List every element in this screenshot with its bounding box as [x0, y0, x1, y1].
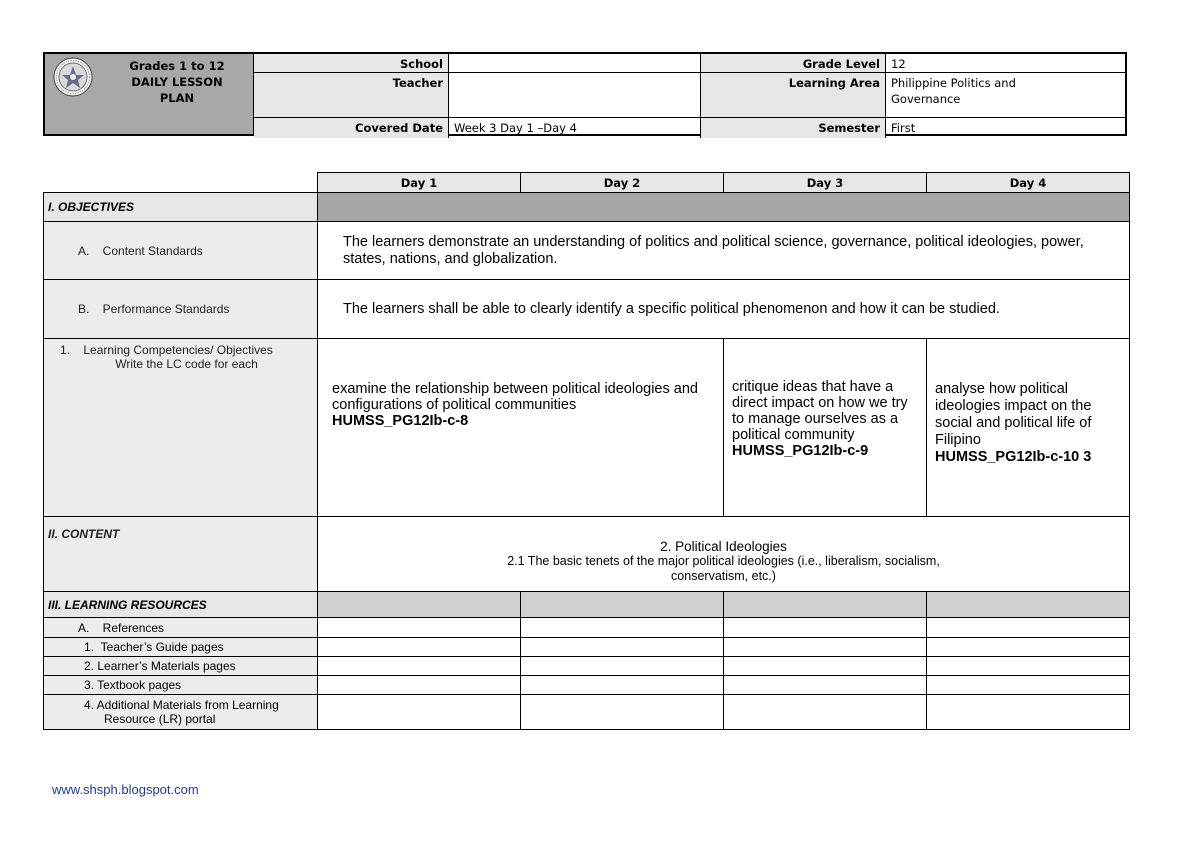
content-standards-text[interactable]: The learners demonstrate an understanding of politics and political science, governance, political ideologies, power, states, nations, and globalization. — [318, 222, 1130, 280]
textbook-label: 3. Textbook pages — [44, 676, 318, 695]
learners-materials-row — [44, 657, 1130, 676]
textbook-day2[interactable] — [521, 676, 724, 695]
content-line3: conservatism, etc.) — [671, 568, 776, 583]
additional-materials-row — [44, 695, 1130, 730]
textbook-row — [44, 676, 1130, 695]
learners-materials-day4[interactable] — [927, 657, 1130, 676]
grade-level-field[interactable]: 12 — [886, 54, 1125, 73]
teachers-guide-day1[interactable] — [318, 638, 521, 657]
additional-materials-day2[interactable] — [521, 695, 724, 730]
textbook-day4[interactable] — [927, 676, 1130, 695]
resources-fill-day2 — [521, 592, 724, 618]
competency-day4-code: HUMSS_PG12Ib-c-10 3 — [935, 449, 1092, 465]
school-field[interactable] — [449, 54, 701, 73]
day-4-header: Day 4 — [927, 173, 1130, 193]
additional-materials-line1: 4. Additional Materials from Learning — [84, 698, 279, 712]
day-header-blank — [44, 173, 318, 193]
teachers-guide-row — [44, 638, 1130, 657]
grade-level-label: Grade Level — [701, 54, 886, 73]
competencies-row — [44, 339, 1130, 517]
covered-date-field[interactable]: Week 3 Day 1 –Day 4 — [449, 118, 701, 138]
learners-materials-day3[interactable] — [724, 657, 927, 676]
content-line1: 2. Political Ideologies — [660, 538, 787, 554]
day-2-header: Day 2 — [521, 173, 724, 193]
competency-day4[interactable] — [927, 339, 1130, 517]
references-label: A. References — [44, 618, 318, 638]
plan-title-line3: PLAN — [159, 91, 195, 105]
deped-seal-icon — [53, 57, 93, 97]
day-1-header: Day 1 — [318, 173, 521, 193]
plan-title — [107, 58, 247, 106]
competency-day1-2[interactable] — [318, 339, 724, 517]
references-day1[interactable] — [318, 618, 521, 638]
content-standards-label: A. Content Standards — [44, 222, 318, 280]
header-title-block — [45, 54, 254, 134]
content-text[interactable] — [318, 517, 1130, 592]
competencies-label-line1: 1. Learning Competencies/ Objectives — [60, 343, 273, 357]
learning-area-label: Learning Area — [701, 73, 886, 118]
covered-date-label: Covered Date — [254, 118, 449, 138]
content-standards-row — [44, 222, 1130, 280]
competencies-label-line2: Write the LC code for each — [115, 357, 258, 371]
day-header-row — [44, 173, 1130, 193]
competency-day3-code: HUMSS_PG12Ib-c-9 — [732, 443, 869, 459]
performance-standards-row — [44, 280, 1130, 339]
learning-area-field[interactable] — [886, 73, 1125, 118]
plan-title-line1: Grades 1 to 12 — [129, 59, 225, 73]
competency-day3-text: critique ideas that have a direct impact on how we try to manage ourselves as a political community — [732, 379, 908, 443]
additional-materials-label — [44, 695, 318, 730]
learning-area-line2: Governance — [891, 92, 961, 106]
resources-section-label: III. LEARNING RESOURCES — [44, 592, 318, 618]
semester-label: Semester — [701, 118, 886, 138]
content-line2: 2.1 The basic tenets of the major political ideologies (i.e., liberalism, socialism, — [507, 553, 940, 568]
additional-materials-day4[interactable] — [927, 695, 1130, 730]
textbook-day1[interactable] — [318, 676, 521, 695]
competency-day3[interactable] — [724, 339, 927, 517]
footer-website-link[interactable]: www.shsph.blogspot.com — [52, 782, 199, 797]
resources-section-row — [44, 592, 1130, 618]
lesson-plan-header — [43, 52, 1127, 136]
learners-materials-label: 2. Learner’s Materials pages — [44, 657, 318, 676]
learners-materials-day2[interactable] — [521, 657, 724, 676]
additional-materials-day3[interactable] — [724, 695, 927, 730]
content-section-label: II. CONTENT — [44, 517, 318, 592]
teachers-guide-day3[interactable] — [724, 638, 927, 657]
objectives-section-fill — [318, 193, 1130, 222]
learners-materials-day1[interactable] — [318, 657, 521, 676]
additional-materials-day1[interactable] — [318, 695, 521, 730]
additional-materials-line2: Resource (LR) portal — [104, 712, 216, 726]
teachers-guide-label: 1. Teacher’s Guide pages — [44, 638, 318, 657]
lesson-plan-table — [43, 172, 1130, 730]
day-3-header: Day 3 — [724, 173, 927, 193]
competency-day1-2-text: examine the relationship between political ideologies and configurations of political communities — [332, 381, 698, 413]
teacher-field[interactable] — [449, 73, 701, 118]
objectives-section-label: I. OBJECTIVES — [44, 193, 318, 222]
competencies-label — [44, 339, 318, 517]
school-label: School — [254, 54, 449, 73]
teachers-guide-day4[interactable] — [927, 638, 1130, 657]
content-row — [44, 517, 1130, 592]
header-fields — [254, 54, 1125, 134]
performance-standards-label: B. Performance Standards — [44, 280, 318, 339]
teachers-guide-day2[interactable] — [521, 638, 724, 657]
performance-standards-text[interactable]: The learners shall be able to clearly identify a specific political phenomenon and how it can be studied. — [318, 280, 1130, 339]
references-day3[interactable] — [724, 618, 927, 638]
semester-field[interactable]: First — [891, 121, 916, 135]
resources-fill-day4 — [927, 592, 1130, 618]
references-day2[interactable] — [521, 618, 724, 638]
competency-day1-2-code: HUMSS_PG12Ib-c-8 — [332, 413, 469, 429]
plan-title-line2: DAILY LESSON — [131, 75, 223, 89]
objectives-section-row — [44, 193, 1130, 222]
textbook-day3[interactable] — [724, 676, 927, 695]
resources-fill-day1 — [318, 592, 521, 618]
resources-fill-day3 — [724, 592, 927, 618]
learning-area-line1: Philippine Politics and — [891, 76, 1016, 90]
competency-day4-text: analyse how political ideologies impact on the social and political life of Filipino — [935, 381, 1092, 448]
references-row — [44, 618, 1130, 638]
references-day4[interactable] — [927, 618, 1130, 638]
teacher-label: Teacher — [254, 73, 449, 118]
